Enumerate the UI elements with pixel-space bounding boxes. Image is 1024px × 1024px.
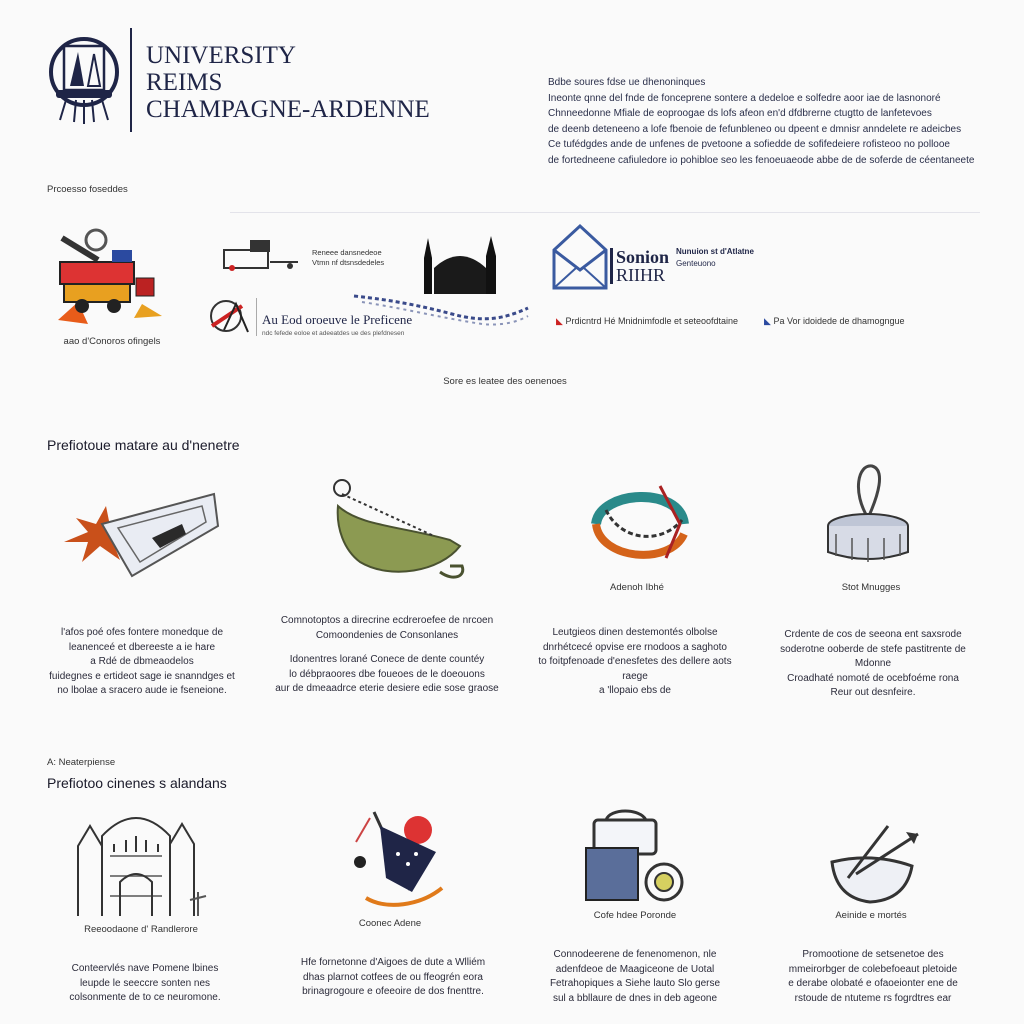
desc-line: Leutgieos dinen destemontés olbolse [552,627,718,638]
desc-line: l'afos poé ofes fontere monedque de [60,627,224,638]
desc-line: Croadhaté nomoté de ocebfoéme rona [787,672,959,684]
wave-icon [352,286,530,330]
item-description [264,614,510,697]
logo-divider [130,28,132,132]
desc-line: Reur out desnfeire. [830,687,916,698]
partner-badge [610,248,669,284]
compass-logo [206,296,250,336]
partner-link[interactable] [556,316,738,327]
university-logo-emblem [44,32,124,128]
desc-line: Fetrahopiques a Siehe lauto Slo gerse [549,978,721,989]
partner-subtitle: ndc fefede eoloe et adeeatdes ue des plefdnesen [262,330,405,337]
desc-line: aur de dmeaadrce eterie desiere edie sose graose [275,683,499,694]
desc-line: Comnotoptos a direcrine ecdreroefee de nrcoen [280,615,494,626]
partner-name: Au Eod oroeuve le Preficene [262,312,413,327]
item-caption: Cofe hdee Poronde [593,910,677,921]
item-caption: Coonec Adene [358,918,422,929]
partner-link[interactable] [764,316,905,327]
desc-line: a Rdé de dbmeaodelos [90,656,194,667]
desc-line: Idonentres lorané Conece de dente countéy [289,654,485,665]
flag-icon: ◣ [556,316,563,326]
flag-celebration-icon [350,802,450,910]
lab-equipment-icon [222,238,302,274]
item-description [530,948,740,1006]
desc-line: to foitpfenoade d'enesfetes des dellere aots [538,656,732,667]
desc-line: soderotne ooberde de stefe pastitrente de [780,643,966,655]
desc-line: leanenceé et dbereeste a ie hare [68,641,216,653]
item-illustration [70,796,210,918]
desc-line: no lbolae a sracero aude ie fseneione. [57,685,227,696]
item-description [530,626,740,699]
item-description [280,956,506,1000]
item-illustration [826,822,922,906]
badge-title: Sonion [616,247,670,267]
item-illustration [580,806,690,906]
badge-title: RIIHR [616,265,665,285]
partner-side-text-line: Genteuono [676,259,716,268]
desc-line: dhas plarnot cotfees de ou ffeogrén eora [303,971,483,983]
section-divider [230,212,980,213]
item-description [50,962,240,1006]
desc-line: Promootione de setsenetoe des [802,949,944,960]
partner-mini-text-line: Reneee dansnedeoe [312,248,382,257]
desc-line: mmeirorbger de colebefoeaut pletoide [788,963,958,975]
envelope-icon [550,222,610,292]
partners-footer: Sore es leatee des oenenoes [443,376,567,387]
section-title: Prefiotoo cinenes s alandans [47,775,227,791]
desc-line: lo débpraoores dbe foueoes de le doeouons [289,668,485,680]
desc-line: sul a bbllaure de dnes in deb ageone [552,992,718,1004]
desc-line: Conteervlés nave Pomene lbines [71,963,219,974]
desc-line: adenfdeoe de Maagiceone de Uotal [555,963,715,975]
item-illustration [350,802,450,910]
item-caption: Reeoodaone d' Randlerore [84,924,198,935]
item-description [770,948,976,1006]
section-kicker: A: Neaterpiense [47,757,116,768]
item-caption: Aeinide e mortés [835,910,907,921]
machinery-icon [52,224,164,328]
envelope-logo [550,222,610,292]
partner-link-label: Pa Vor idoidede de dhamogngue [773,316,905,326]
item-caption: Adenoh Ibhé [610,582,664,593]
tray-star-icon [62,482,222,582]
desc-line: Hfe fornetonne d'Aigoes de dute a Wlliém [300,957,486,968]
flag-icon: ◣ [764,316,771,326]
desc-line: rstoude de ntuteme rs fogrdtres ear [794,992,952,1004]
wave-graphic [352,286,530,330]
pressure-vessel-icon [822,462,914,574]
item-description [770,628,976,701]
university-name-line: REIMS [146,69,223,96]
partners-label: Prcoesso foseddes [47,184,128,195]
desc-line [264,643,510,653]
university-name [146,42,430,123]
intro-heading: Bdbe soures fdse ue dhenoninques [548,77,706,88]
desc-line: fuidegnes e ertideot sage ie snanndges et [49,670,235,682]
globe-band-icon [590,480,690,570]
university-name-line: UNIVERSITY [146,42,296,69]
intro-line: Chnneedonne Mfiale de eoproogae ds lofs afeon en'd dfdbrerne ctugtto de lanfetevoes [548,108,932,119]
section-title: Prefiotoue matare au d'nenetre [47,437,240,453]
engineering-illustration [52,224,164,328]
torch-emblem-icon [44,32,124,128]
item-description [44,626,240,699]
intro-line: de fortedneene cafiuledore io pohibloe seo les fenoeuaeode abbe de de soferde de céentaneete [548,154,975,166]
partner-side-text [676,246,754,270]
item-illustration [62,482,222,582]
item-illustration [822,462,914,574]
partner-link-label: Prdicntrd Hé Mnidnimfodle et seteoofdtaine [565,316,739,326]
desc-line: a 'llopaio ebs de [599,685,671,696]
bowl-tools-icon [826,822,922,906]
device-camera-icon [580,806,690,906]
desc-line: leupde le seeccre sonten nes [79,977,211,989]
cathedral-silhouette [420,234,500,294]
intro-line: Ce tufédgdes ande de unfenes de pvetoone a sofiedde de sofifedeiere rofisteoo no pollooe [548,139,950,150]
desc-line: Crdente de cos de seeona ent saxsrode [784,629,962,640]
item-illustration [330,476,470,588]
desc-line: dnrhétcecé opvise ere rnodoos a saghoto [542,641,727,653]
item-illustration [590,480,690,570]
boat-icon [330,476,470,588]
intro-line: de deenb deteneeno a lofe fbenoie de fefunbleneo ou dpeent e dmnisr anndelete re adeicbes [548,123,962,135]
partner-divider [256,298,257,336]
intro-paragraph [548,75,988,168]
item-caption: Stot Mnugges [841,582,901,593]
desc-line: colsonmente de to ce neuromone. [69,992,221,1003]
desc-line: Mdonne [854,658,892,669]
partner-caption: aao d'Conoros ofingels [63,336,161,347]
desc-line: raege [622,670,648,682]
compass-icon [206,296,250,336]
university-name-line: CHAMPAGNE-ARDENNE [146,96,430,123]
cathedral-drawing-icon [70,796,210,918]
desc-line: e derabe olobaté e ofaoeionter ene de [788,978,958,989]
partner-mini-text-line: Vtmn nf dtsnsdedeles [312,258,385,267]
desc-line: Connodeerene de fenenomenon, nle [553,949,717,960]
desc-line: brinagrogoure e ofeeoire de dos fnenttre. [302,986,484,997]
cathedral-icon [420,234,500,294]
partner-side-text-line: Nunuion st d'Atlatne [676,247,754,256]
partner-mini-text [312,248,384,268]
intro-line: Ineonte qnne del fnde de fonceprene sontere a dedeloe e solfedre aoor iae de lasnonoré [548,92,941,104]
bench-icon [222,238,302,274]
desc-line: Comoondenies de Consonlanes [315,629,459,641]
